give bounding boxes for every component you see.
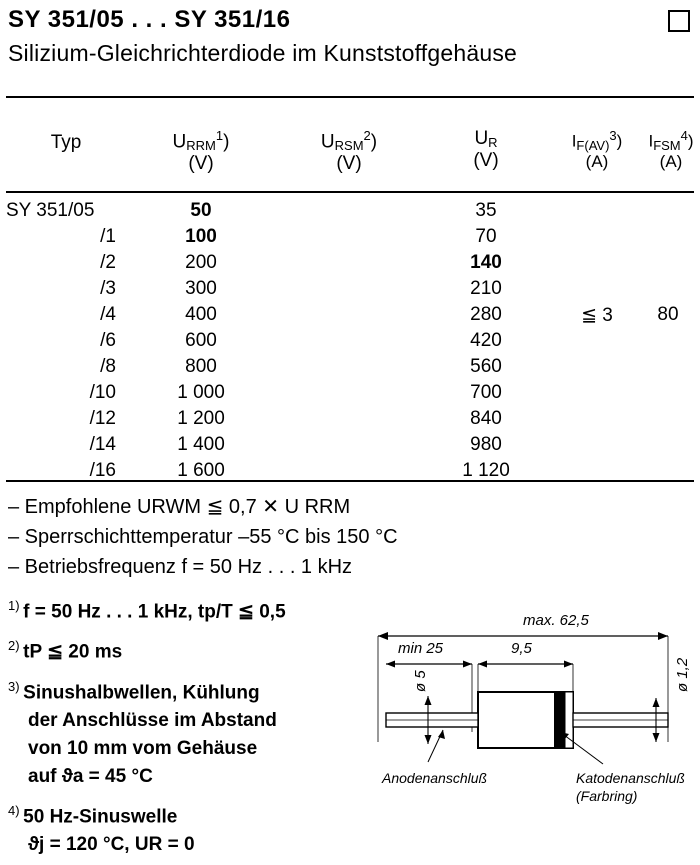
page-subtitle: Silizium-Gleichrichterdiode im Kunststoffgehäuse <box>8 40 518 66</box>
table-row <box>6 356 694 382</box>
cell-urrm: 1 000 <box>177 382 225 403</box>
callout-anode: Anodenanschluß <box>382 770 488 786</box>
cell-ifav-value: ≦ 3 <box>581 305 613 326</box>
package-drawing <box>368 612 694 832</box>
table-row <box>6 330 694 356</box>
cell-type: /10 <box>89 382 116 403</box>
dimension-lead-diameter: ø 1,2 <box>674 657 691 692</box>
footnote-item <box>8 592 368 626</box>
column-header-ifav: IF(AV)$^3$) (A) <box>571 128 623 171</box>
cell-type: /16 <box>89 460 116 481</box>
cell-ur: 35 <box>475 200 497 221</box>
cell-urrm: 1 200 <box>177 408 225 429</box>
footnote-marker: 1) <box>8 598 24 613</box>
footnote-item <box>8 797 368 859</box>
cell-type: SY 351/05 <box>6 200 95 221</box>
notes-list <box>8 492 398 582</box>
cell-ur: 840 <box>470 408 502 429</box>
cell-urrm: 50 <box>190 200 212 221</box>
cell-urrm: 100 <box>185 226 217 247</box>
dimension-body-length: 9,5 <box>511 640 532 657</box>
cell-type: /8 <box>100 356 116 377</box>
cell-ur: 700 <box>470 382 502 403</box>
table-row <box>6 382 694 408</box>
footnote-text-line: auf ϑa = 45 °C <box>28 765 153 787</box>
table-row <box>6 278 694 304</box>
footnotes-list <box>8 592 368 865</box>
table-row <box>6 200 694 226</box>
cell-urrm: 200 <box>185 252 217 273</box>
square-mark-icon <box>668 10 690 32</box>
callout-cathode: Katodenanschluß <box>576 770 685 786</box>
page-title: SY 351/05 . . . SY 351/16 <box>8 6 291 33</box>
divider-top <box>6 96 694 98</box>
table-body <box>6 200 694 486</box>
table-row <box>6 460 694 486</box>
cell-ur: 980 <box>470 434 502 455</box>
dimension-max-length: max. 62,5 <box>523 612 589 629</box>
table-row <box>6 408 694 434</box>
column-header-typ: Typ <box>50 132 82 153</box>
cell-ur: 140 <box>470 252 502 273</box>
cell-type: /4 <box>100 304 116 325</box>
footnote-marker: 4) <box>8 802 24 818</box>
note-item: – Betriebsfrequenz f = 50 Hz . . . 1 kHz <box>8 556 353 578</box>
column-header-ifsm: IFSM$^4$) (A) <box>648 128 694 171</box>
cell-type: /6 <box>100 330 116 351</box>
cell-type: /1 <box>100 226 116 247</box>
table-row <box>6 434 694 460</box>
cell-type: /14 <box>89 434 116 455</box>
dimension-body-diameter: ø 5 <box>412 670 429 692</box>
note-item: – Empfohlene URWM ≦ 0,7 ✕ U RRM <box>8 496 351 518</box>
cell-ur: 420 <box>470 330 502 351</box>
cell-urrm: 400 <box>185 304 217 325</box>
cell-ur: 210 <box>470 278 502 299</box>
note-item: – Sperrschichttemperatur –55 °C bis 150 °C <box>8 526 398 548</box>
callout-cathode-ring: (Farbring) <box>576 788 638 804</box>
footnote-item <box>8 632 368 666</box>
footnote-text: tP ≦ 20 ms <box>23 641 123 663</box>
cell-ur: 1 120 <box>462 460 510 481</box>
table-row <box>6 252 694 278</box>
cell-type: /3 <box>100 278 116 299</box>
footnote-marker: 2) <box>8 638 24 654</box>
column-header-urrm: URRM$^1$) (V) <box>172 128 230 175</box>
cell-ur: 560 <box>470 356 502 377</box>
footnote-item <box>8 673 368 791</box>
footnote-text: f = 50 Hz . . . 1 kHz, tp/T ≦ 0,5 <box>23 601 286 623</box>
parameter-table <box>6 104 694 481</box>
table-header-row <box>6 104 694 186</box>
cell-ur: 70 <box>475 226 497 247</box>
cell-ifsm-value: 80 <box>657 304 679 325</box>
footnote-text-line: von 10 mm vom Gehäuse <box>28 737 258 759</box>
footnote-marker: 3) <box>8 678 24 694</box>
footnote-text: Sinushalbwellen, Kühlung <box>23 681 260 703</box>
column-header-ur: UR (V) <box>473 128 499 171</box>
cell-urrm: 800 <box>185 356 217 377</box>
table-row <box>6 226 694 252</box>
cell-ur: 280 <box>470 304 502 325</box>
cell-urrm: 1 400 <box>177 434 225 455</box>
dimension-min-lead: min 25 <box>398 640 444 657</box>
cell-urrm: 1 600 <box>177 460 225 481</box>
column-header-ursm: URSM$^2$) (V) <box>320 128 378 175</box>
footnote-text: 50 Hz-Sinuswelle <box>23 806 178 828</box>
footnote-text-line: ϑj = 120 °C, UR = 0 <box>28 834 195 856</box>
cell-type: /12 <box>89 408 116 429</box>
divider-header <box>6 191 694 193</box>
cell-urrm: 300 <box>185 278 217 299</box>
footnote-text-line: der Anschlüsse im Abstand <box>28 709 277 731</box>
cell-urrm: 600 <box>185 330 217 351</box>
cell-type: /2 <box>100 252 116 273</box>
